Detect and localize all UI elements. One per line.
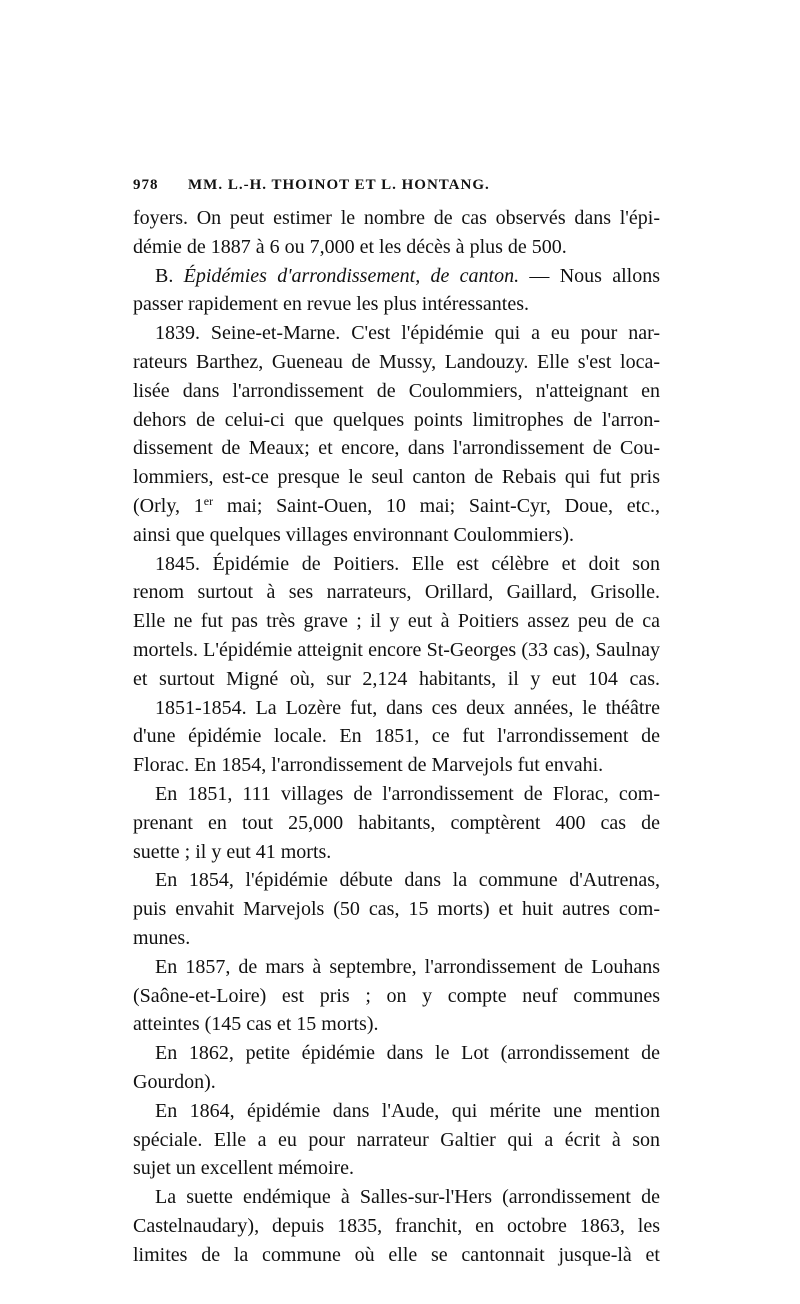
text-line: foyers. On peut estimer le nombre de cas observés dans l'épi- <box>133 207 660 229</box>
text-line: dissement de Meaux; et encore, dans l'arrondissement de Cou- <box>133 437 660 460</box>
text-line: d'une épidémie locale. En 1851, ce fut l'arrondissement de <box>133 725 660 748</box>
text-line: lommiers, est-ce presque le seul canton de Rebais qui fut pris <box>133 466 660 489</box>
text-line: sujet un excellent mémoire. <box>133 1157 355 1180</box>
text-line: limites de la commune où elle se cantonnait jusque-là et <box>133 1243 660 1266</box>
text-line: lisée dans l'arrondissement de Coulommiers, n'atteignant en <box>133 379 660 402</box>
text-line: spéciale. Elle a eu pour narrateur Galtier qui a écrit à son <box>133 1128 660 1151</box>
section-label: B. <box>155 264 174 287</box>
text-line: et surtout Migné où, sur 2,124 habitants, il y eut 104 cas. <box>133 667 660 690</box>
text-line: renom surtout à ses narrateurs, Orillard, Gaillard, Grisolle. <box>133 581 660 604</box>
text-line <box>133 262 660 291</box>
text-line: En 1851, 111 villages de l'arrondissement de Florac, com- <box>155 782 660 805</box>
text-line: En 1857, de mars à septembre, l'arrondissement de Louhans <box>155 955 660 978</box>
text-line: prenant en tout 25,000 habitants, comptèrent 400 cas de <box>133 811 660 834</box>
text-fragment: (Orly, 1 <box>133 494 204 517</box>
text-line: Florac. En 1854, l'arrondissement de Marvejols fut envahi. <box>133 754 604 777</box>
text-line: ainsi que quelques villages environnant Coulommiers). <box>133 523 575 546</box>
body-text <box>133 204 660 1269</box>
text-line: dehors de celui-ci que quelques points limitrophes de l'arron- <box>133 408 660 431</box>
text-line: La suette endémique à Salles-sur-l'Hers (arrondissement de <box>155 1186 660 1209</box>
running-title: MM. L.-H. THOINOT ET L. HONTANG. <box>188 177 490 193</box>
text-line: Gourdon). <box>133 1070 216 1093</box>
text-fragment: mai; Saint-Ouen, 10 mai; Saint-Cyr, Doue, etc., <box>213 494 660 517</box>
text-line: atteintes (145 cas et 15 morts). <box>133 1013 379 1036</box>
text-line: mortels. L'épidémie atteignit encore St-Georges (33 cas), Saulnay <box>133 638 660 661</box>
text-line: 1851-1854. La Lozère fut, dans ces deux années, le théâtre <box>155 696 660 719</box>
page-number: 978 <box>133 177 159 193</box>
text-line: En 1864, épidémie dans l'Aude, qui mérite une mention <box>155 1099 660 1122</box>
text-line: démie de 1887 à 6 ou 7,000 et les décès à plus de 500. <box>133 235 567 258</box>
text-line: En 1862, petite épidémie dans le Lot (arrondissement de <box>155 1042 660 1065</box>
text-line: 1845. Épidémie de Poitiers. Elle est célèbre et doit son <box>155 552 660 575</box>
text-line: munes. <box>133 926 191 949</box>
text-line: En 1854, l'épidémie débute dans la commune d'Autrenas, <box>155 869 660 892</box>
superscript: er <box>203 493 214 508</box>
text-line: puis envahit Marvejols (50 cas, 15 morts) et huit autres com- <box>133 898 660 921</box>
text-line: 1839. Seine-et-Marne. C'est l'épidémie qui a eu pour nar- <box>155 322 660 345</box>
text-line: rateurs Barthez, Gueneau de Mussy, Landouzy. Elle s'est loca- <box>133 350 660 373</box>
section-intro: — Nous allons <box>529 264 660 287</box>
text-line: Castelnaudary), depuis 1835, franchit, en octobre 1863, les <box>133 1214 660 1237</box>
text-line: passer rapidement en revue les plus intéressantes. <box>133 293 529 316</box>
text-line <box>133 492 660 521</box>
text-line: (Saône-et-Loire) est pris ; on y compte neuf communes <box>133 984 660 1007</box>
section-title: Épidémies d'arrondissement, de canton. <box>183 264 520 287</box>
text-line: suette ; il y eut 41 morts. <box>133 840 332 863</box>
text-line: Elle ne fut pas très grave ; il y eut à Poitiers assez peu de ca <box>133 610 660 633</box>
page-header <box>133 177 660 201</box>
